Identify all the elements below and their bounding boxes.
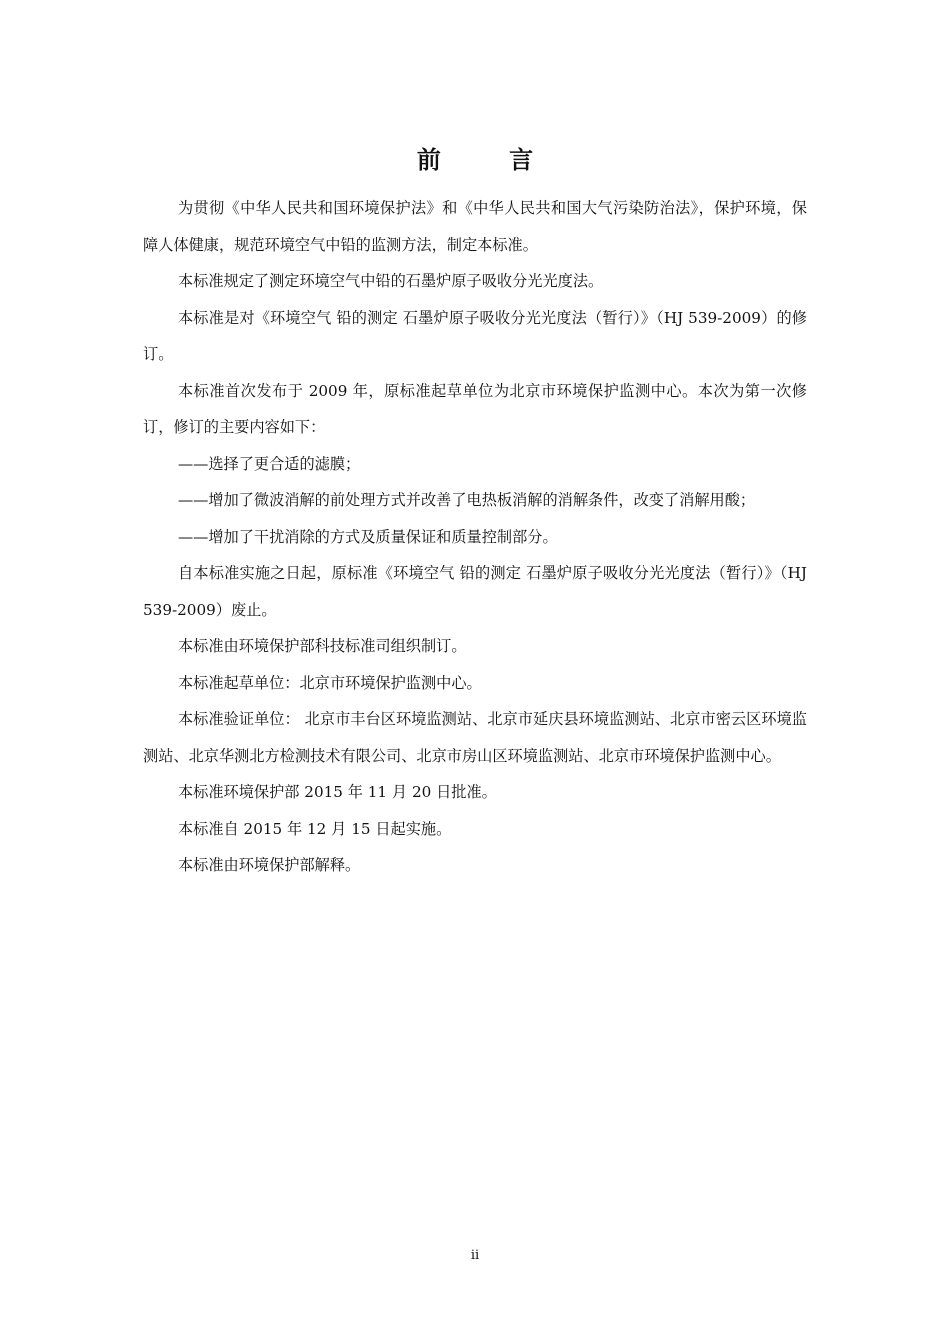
paragraph-purpose: 为贯彻《中华人民共和国环境保护法》和《中华人民共和国大气污染防治法》，保护环境，保障人体健康，规范环境空气中铅的监测方法，制定本标准。 [143, 199, 807, 254]
preface-body [143, 190, 807, 884]
paragraph-verification-units: 本标准验证单位： 北京市丰台区环境监测站、北京市延庆县环境监测站、北京市密云区环境监测站、北京华测北方检测技术有限公司、北京市房山区环境监测站、北京市环境保护监测中心。 [143, 710, 807, 765]
paragraph-approval-date: 本标准环境保护部 2015 年 11 月 20 日批准。 [177, 783, 497, 801]
paragraph-organizer: 本标准由环境保护部科技标准司组织制订。 [177, 637, 467, 655]
paragraph-revision: 本标准是对《环境空气 铅的测定 石墨炉原子吸收分光光度法（暂行）》（HJ 539-2009）的修订。 [143, 308, 807, 363]
list-item-digestion: ——增加了微波消解的前处理方式并改善了电热板消解的消解条件，改变了消解用酸； [177, 491, 756, 509]
list-item-filter: ——选择了更合适的滤膜； [177, 454, 361, 473]
page-title: 前 言 [416, 146, 564, 174]
paragraph-scope: 本标准规定了测定环境空气中铅的石墨炉原子吸收分光光度法。 [177, 272, 604, 290]
list-item-interference: ——增加了干扰消除的方式及质量保证和质量控制部分。 [177, 527, 558, 546]
paragraph-drafting-unit: 本标准起草单位：北京市环境保护监测中心。 [177, 673, 482, 692]
paragraph-effective-date: 本标准自 2015 年 12 月 15 日起实施。 [177, 819, 452, 838]
paragraph-abolish: 自本标准实施之日起，原标准《环境空气 铅的测定 石墨炉原子吸收分光光度法（暂行）》（HJ 539-2009）废止。 [143, 564, 807, 619]
page-number: ii [470, 1248, 480, 1263]
paragraph-interpretation: 本标准由环境保护部解释。 [177, 856, 361, 874]
paragraph-history: 本标准首次发布于 2009 年，原标准起草单位为北京市环境保护监测中心。本次为第一次修订，修订的主要内容如下： [143, 381, 807, 436]
